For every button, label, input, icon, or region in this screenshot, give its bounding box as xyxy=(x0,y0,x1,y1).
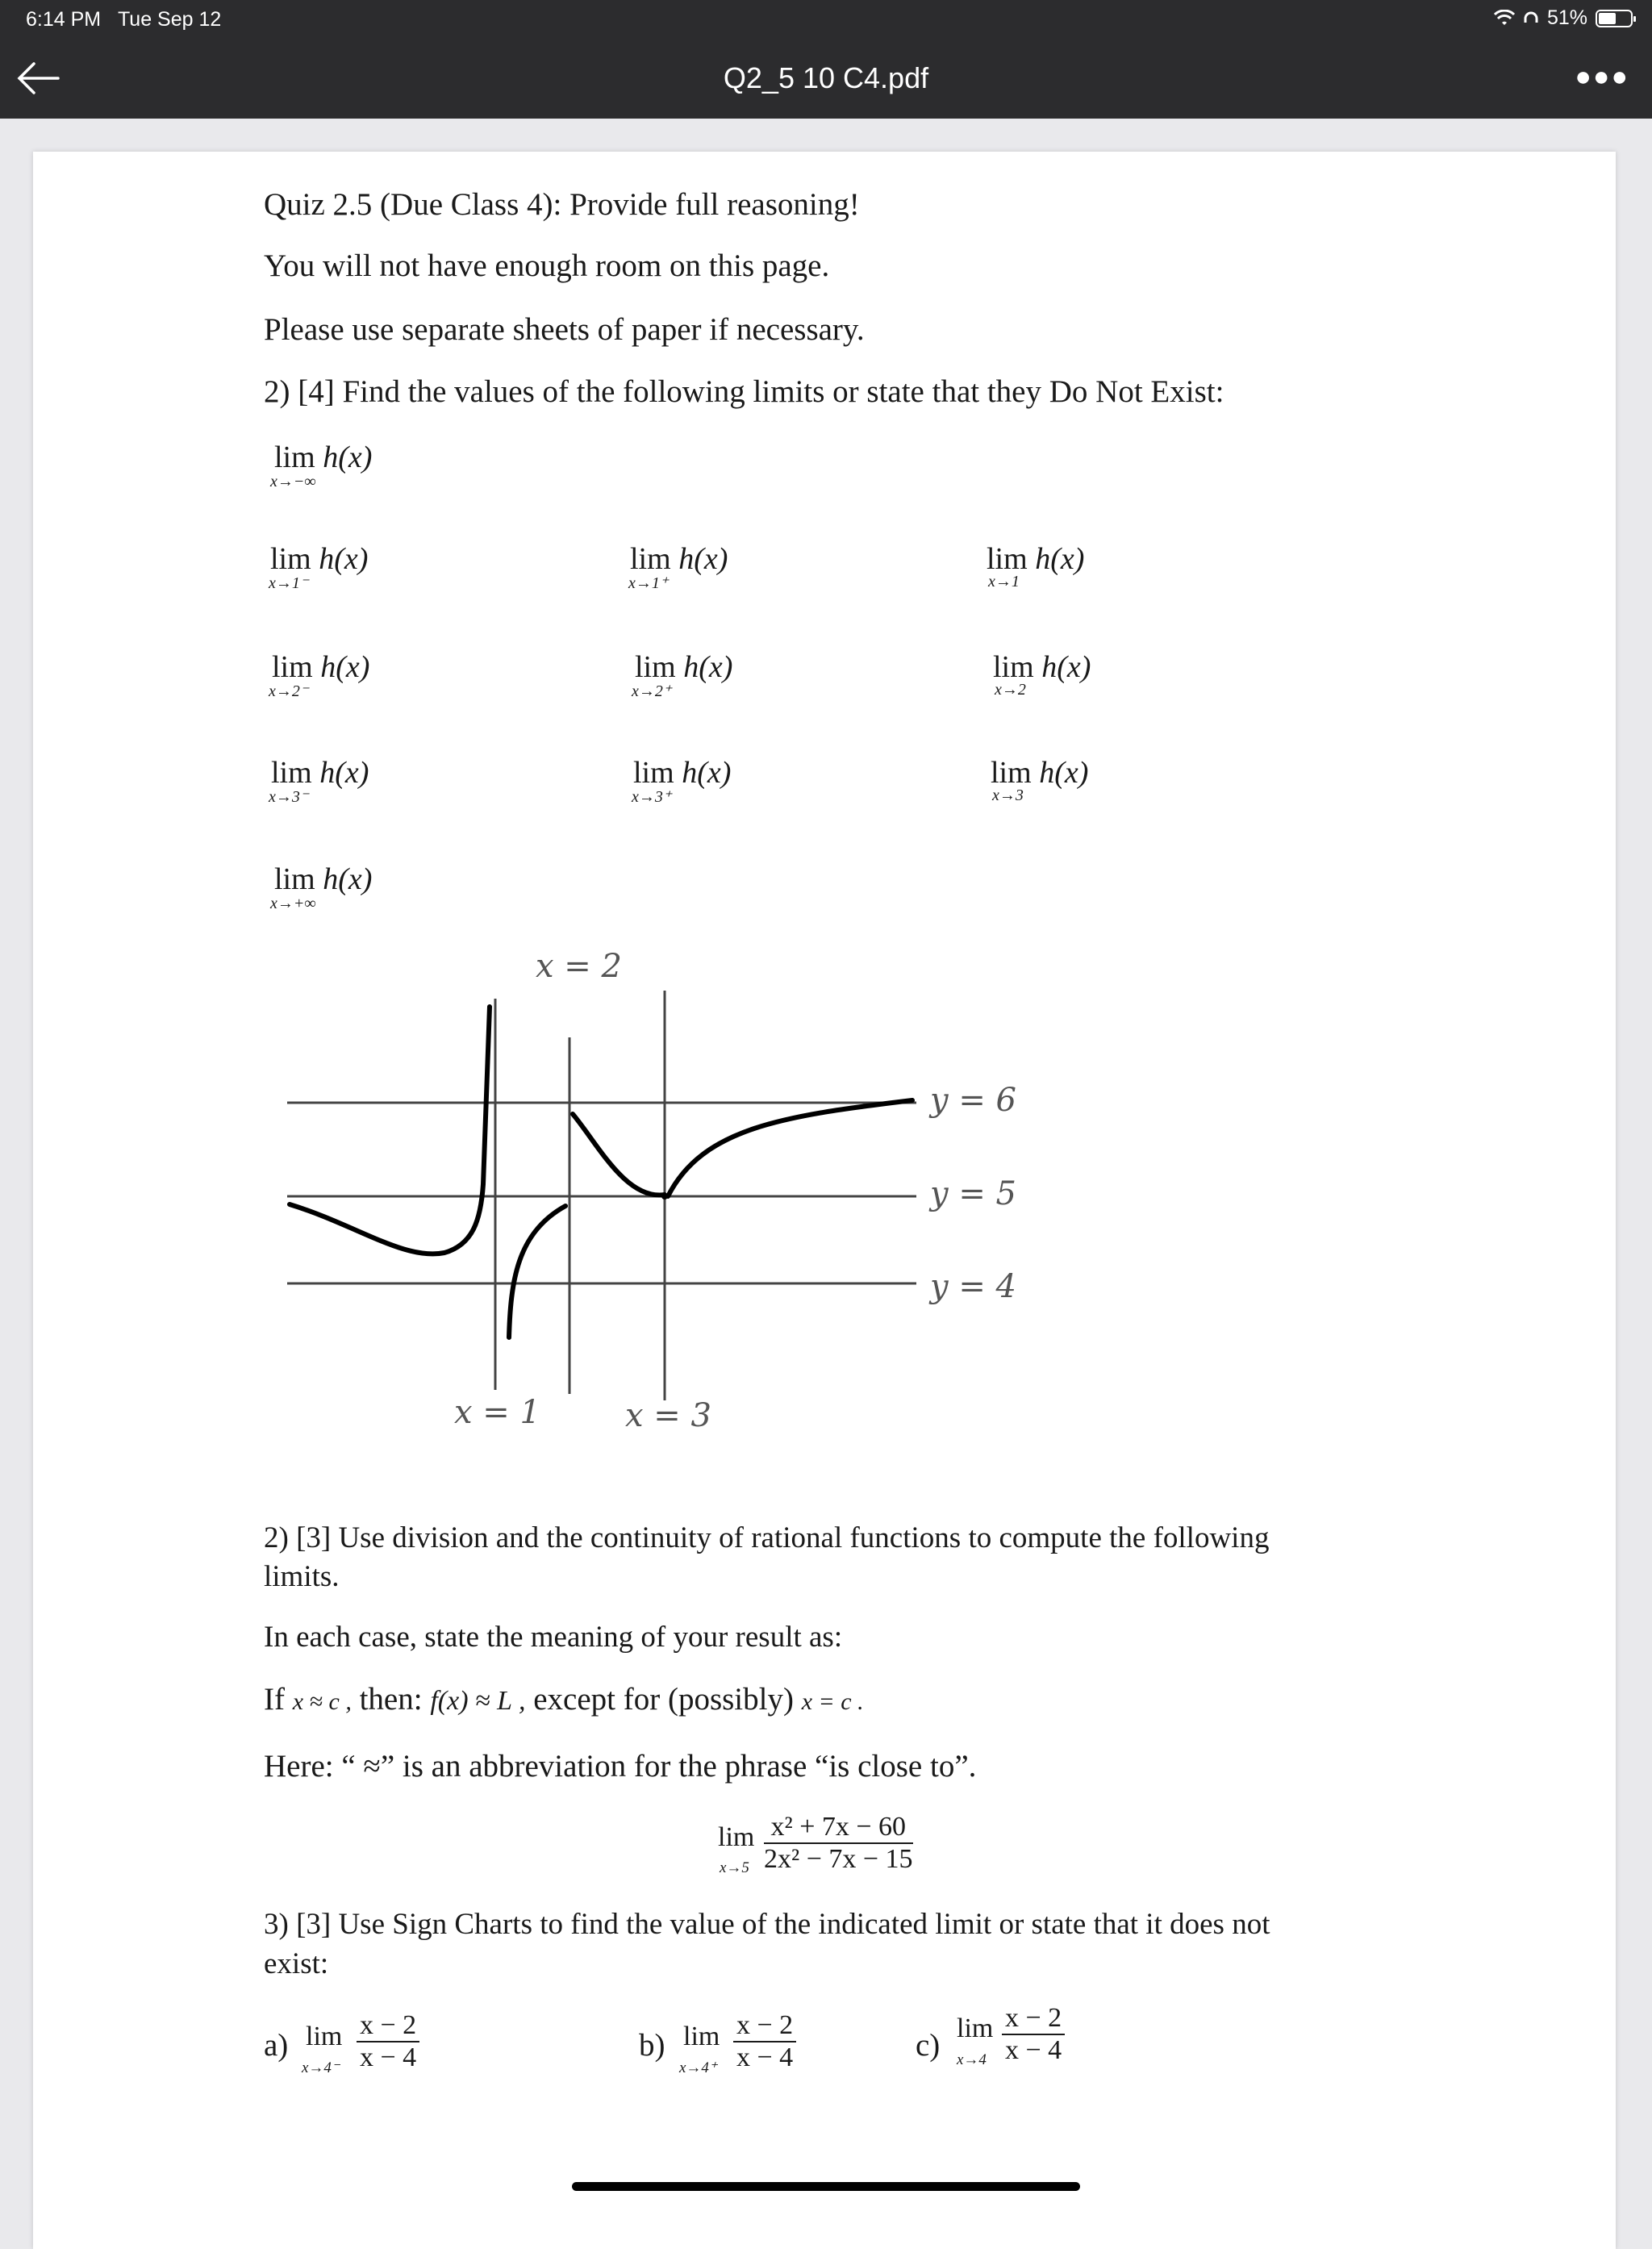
battery-fill xyxy=(1599,13,1616,24)
label-y-equals-6: y = 6 xyxy=(930,1082,1016,1119)
label-y-equals-4: y = 4 xyxy=(930,1268,1016,1305)
rational-limit-sub: x→5 xyxy=(720,1859,749,1876)
limit-pos-inf-sub: x→+∞ xyxy=(270,895,316,912)
question-1-prompt: 2) [4] Find the values of the following limits or state that they Do Not Exist: xyxy=(264,374,1224,409)
status-time: 6:14 PM Tue Sep 12 xyxy=(26,8,222,31)
part-a-numerator: x − 2 xyxy=(357,2010,419,2042)
label-x-equals-1: x = 1 xyxy=(454,1394,540,1431)
part-b-lim: lim xyxy=(683,2022,720,2051)
limit-neg-inf: lim h(x) xyxy=(274,440,373,474)
limit-2-left-sub: x→2⁻ xyxy=(269,682,309,700)
part-b-sub: x→4⁺ xyxy=(679,2059,717,2076)
limit-3-right-sub: x→3⁺ xyxy=(632,788,672,806)
part-b-fraction xyxy=(733,2010,796,2073)
part-c-numerator: x − 2 xyxy=(1002,2003,1065,2035)
limit-2-right: lim h(x) xyxy=(635,650,733,684)
battery-percent: 51% xyxy=(1546,6,1587,29)
limit-neg-inf-sub: x→−∞ xyxy=(270,473,316,490)
question-2-prompt-2: limits. xyxy=(264,1560,340,1593)
part-c-denominator: x − 4 xyxy=(1005,2035,1062,2065)
curve-x1-right-branch xyxy=(509,1206,565,1337)
question-3-prompt-2: exist: xyxy=(264,1947,329,1980)
limit-2-left: lim h(x) xyxy=(272,650,370,684)
rational-limit-fraction xyxy=(764,1812,913,1875)
battery-icon xyxy=(1596,10,1633,27)
part-c-sub: x→4 xyxy=(957,2051,987,2068)
wifi-icon xyxy=(1494,10,1515,27)
part-c-fraction xyxy=(1002,2003,1065,2066)
part-a-label: a) xyxy=(264,2028,289,2063)
part-c-lim: lim xyxy=(957,2013,994,2043)
limit-3-left: lim h(x) xyxy=(271,756,369,790)
quiz-title: Quiz 2.5 (Due Class 4): Provide full reasoning! xyxy=(264,187,860,222)
question-3-prompt: 3) [3] Use Sign Charts to find the value of the indicated limit or state that it does not xyxy=(264,1908,1270,1941)
curve-x3-right-branch xyxy=(668,1100,912,1196)
limit-1-right-sub: x→1⁺ xyxy=(628,574,669,592)
limit-3-left-sub: x→3⁻ xyxy=(269,788,309,806)
limit-3-sub: x→3 xyxy=(992,787,1024,804)
part-c-label: c) xyxy=(916,2028,941,2063)
limit-1: lim h(x) xyxy=(987,542,1085,576)
pdf-page xyxy=(33,152,1616,2249)
question-2-here-line: Here: “ ≈” is an abbreviation for the phrase “is close to”. xyxy=(264,1749,977,1784)
part-a-sub: x→4⁻ xyxy=(302,2059,340,2076)
part-b-label: b) xyxy=(639,2028,665,2063)
limit-1-left-sub: x→1⁻ xyxy=(269,574,309,592)
question-2-prompt: 2) [3] Use division and the continuity of rational functions to compute the following xyxy=(264,1521,1270,1554)
document-title: Q2_5 10 C4.pdf xyxy=(723,61,929,94)
question-2-instruction: In each case, state the meaning of your result as: xyxy=(264,1621,843,1654)
question-2-if-line: If x ≈ c , then: f(x) ≈ L , except for (possibly) x = c . xyxy=(264,1682,864,1717)
curve-point xyxy=(661,1193,668,1200)
limit-2: lim h(x) xyxy=(993,650,1091,684)
home-indicator[interactable] xyxy=(572,2182,1080,2191)
part-b-denominator: x − 4 xyxy=(736,2042,794,2072)
limit-3: lim h(x) xyxy=(991,756,1089,790)
part-a-fraction xyxy=(357,2010,419,2073)
label-x-equals-3: x = 3 xyxy=(625,1397,711,1434)
part-b-numerator: x − 2 xyxy=(733,2010,796,2042)
part-a-denominator: x − 4 xyxy=(360,2042,417,2072)
label-x-equals-2: x = 2 xyxy=(536,948,622,985)
curve-left-branch xyxy=(290,1007,490,1254)
label-y-equals-5: y = 5 xyxy=(930,1175,1016,1212)
headphones-icon xyxy=(1523,10,1539,27)
limit-3-right: lim h(x) xyxy=(633,756,732,790)
limit-1-right: lim h(x) xyxy=(630,542,728,576)
quiz-note-1: You will not have enough room on this page. xyxy=(264,248,830,283)
limit-2-sub: x→2 xyxy=(995,681,1026,699)
quiz-note-2: Please use separate sheets of paper if necessary. xyxy=(264,312,865,347)
limit-2-right-sub: x→2⁺ xyxy=(632,682,672,700)
limit-pos-inf: lim h(x) xyxy=(274,862,373,896)
more-icon[interactable]: ●●● xyxy=(1575,61,1629,92)
limit-1-left: lim h(x) xyxy=(270,542,369,576)
status-right xyxy=(1494,6,1633,30)
status-bar xyxy=(0,0,1652,37)
rational-limit-lim: lim xyxy=(718,1822,755,1852)
nav-bar xyxy=(0,37,1652,119)
graph-figure xyxy=(33,152,1616,1523)
part-a-lim: lim xyxy=(306,2022,343,2051)
rational-limit-numerator: x² + 7x − 60 xyxy=(764,1812,913,1844)
curve-x2-right-branch xyxy=(573,1114,665,1195)
limit-1-sub: x→1 xyxy=(988,573,1020,590)
rational-limit-denominator: 2x² − 7x − 15 xyxy=(764,1844,913,1874)
